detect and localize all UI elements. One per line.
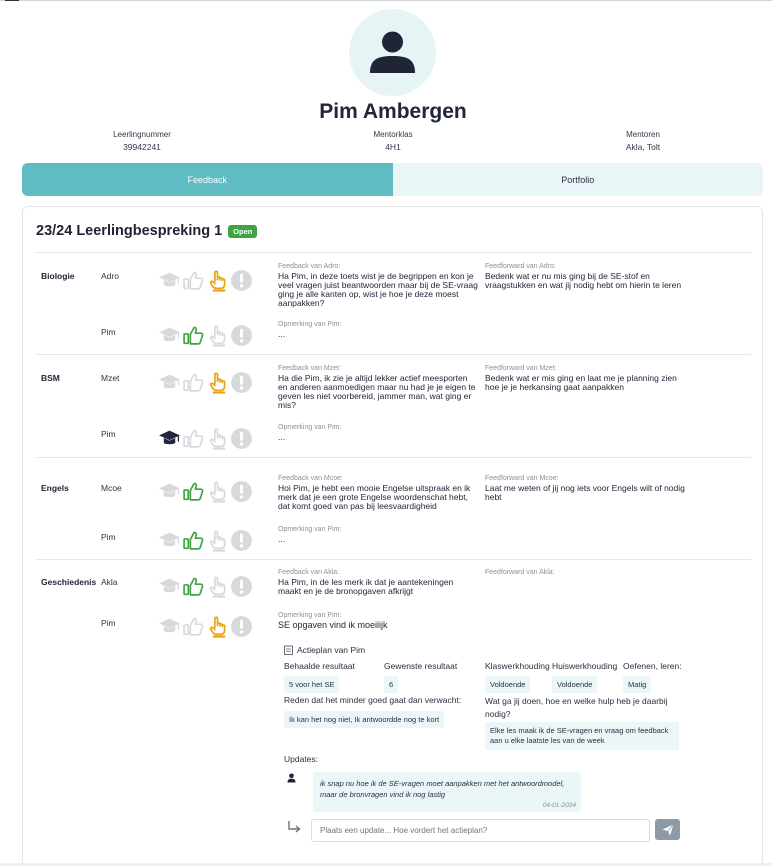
send-icon [662, 824, 674, 836]
student-number: Leerlingnummer 39942241 [113, 130, 171, 152]
tab-feedback[interactable]: Feedback [22, 163, 393, 196]
teacher-rating [158, 371, 253, 394]
user-icon [368, 27, 417, 76]
homework-attitude-label: Huiswerkhouding [552, 661, 618, 671]
exclamation-icon [230, 480, 253, 503]
subject-name: Biologie [41, 271, 75, 281]
teacher-feedback: Feedback van Akla: Ha Pim, in de les merk ik dat je aantekeningen maakt en je de bronopgaven afkrijgt [278, 569, 454, 596]
exclamation-icon [230, 529, 253, 552]
pointing-hand-icon [206, 529, 229, 552]
student-rating [158, 427, 253, 450]
thumbs-up-icon [182, 269, 205, 292]
thumbs-up-icon [182, 371, 205, 394]
student-rating [158, 529, 253, 552]
achieved-value: 5 voor het SE [284, 676, 339, 693]
divider [36, 354, 751, 355]
teacher-rating [158, 575, 253, 598]
teacher-feedforward: Feedforward van Adro: Bedenk wat er nu mis ging bij de SE-stof en vraagstukken en wat jij nodig hebt om hierin te leren [485, 263, 682, 290]
divider [36, 252, 751, 253]
teacher-rating [158, 269, 253, 292]
mentor-class: Mentorklas 4H1 [373, 130, 413, 152]
teacher-rating [158, 480, 253, 503]
update-input[interactable] [311, 819, 650, 842]
avatar [349, 9, 436, 96]
graduation-cap-icon [158, 324, 181, 347]
graduation-cap-icon [158, 427, 181, 450]
homework-attitude-value: Voldoende [552, 676, 597, 693]
subject-name: Geschiedenis [41, 577, 97, 587]
send-button[interactable] [655, 819, 680, 840]
status-badge: Open [228, 225, 257, 238]
divider [36, 457, 751, 458]
student-name: Pim Ambergen [319, 100, 467, 123]
teacher-feedback: Feedback van Adro: Ha Pim, in deze toets wist je de begrippen en kon je veel vragen juist beantwoorden maar bij de SE-vraag ging je alle kanten op, wist je hoe je deze moest aanpakken? [278, 263, 478, 308]
exclamation-icon [230, 324, 253, 347]
reason-label: Reden dat het minder goed gaat dan verwacht: [284, 695, 462, 705]
practice-value: Matig [623, 676, 651, 693]
plan-label: Wat ga jij doen, hoe en welke hulp heb je daarbij nodig? [485, 696, 668, 719]
tab-bar [22, 163, 763, 196]
teacher-feedback: Feedback van Mcoe: Hoi Pim, je hebt een mooie Engelse uitspraak en ik merk dat je een grote Engelse woordenschat hebt, dat komt goed van pas bij leesvaardigheid [278, 475, 471, 511]
subject-name: BSM [41, 373, 60, 383]
exclamation-icon [230, 615, 253, 638]
meeting-title: 23/24 Leerlingbespreking 1 [36, 223, 223, 239]
plan-value: Elke les maak ik de SE-vragen en vraag om feedback aan u elke laatste les van de week [485, 722, 679, 750]
graduation-cap-icon [158, 615, 181, 638]
pointing-hand-icon [206, 371, 229, 394]
thumbs-up-icon [182, 427, 205, 450]
thumbs-up-icon [182, 324, 205, 347]
action-plan-title: Actieplan van Pim [297, 645, 366, 655]
mentors: Mentoren Akla, Tolt [625, 130, 661, 152]
graduation-cap-icon [158, 480, 181, 503]
student-remark: Opmerking van Pim: ... [278, 321, 342, 339]
pointing-hand-icon [206, 615, 229, 638]
student-remark: Opmerking van Pim: SE opgaven vind ik moeilijk [278, 612, 388, 630]
pointing-hand-icon [206, 324, 229, 347]
exclamation-icon [230, 269, 253, 292]
desired-label: Gewenste resultaat [384, 661, 458, 671]
user-icon [287, 773, 296, 783]
student-profile-page [0, 1, 772, 863]
thumbs-up-icon [182, 480, 205, 503]
clipboard-icon [284, 645, 293, 655]
divider [36, 559, 751, 560]
exclamation-icon [230, 371, 253, 394]
thumbs-up-icon [182, 575, 205, 598]
exclamation-icon [230, 427, 253, 450]
teacher-name: Mzet [101, 373, 120, 383]
teacher-feedforward: Feedforward van Akla: [485, 569, 555, 576]
pointing-hand-icon [206, 269, 229, 292]
teacher-name: Mcoe [101, 483, 122, 493]
teacher-feedforward: Feedforward van Mcoe: Laat me weten of jij nog iets voor Engels wilt of nodig hebt [485, 475, 685, 502]
tab-portfolio[interactable]: Portfolio [561, 174, 595, 185]
thumbs-up-icon [182, 529, 205, 552]
student-remark: Opmerking van Pim: ... [278, 424, 342, 442]
graduation-cap-icon [158, 371, 181, 394]
update-text: ik snap nu hoe ik de SE-vragen moet aanpakken met het antwoordmodel, maar de bronvragen vind ik nog lastig [320, 779, 565, 799]
exclamation-icon [230, 575, 253, 598]
student-name-label: Pim [101, 618, 116, 628]
student-remark: Opmerking van Pim: ... [278, 526, 342, 544]
teacher-name: Akla [101, 577, 118, 587]
class-attitude-value: Voldoende [485, 676, 530, 693]
teacher-name: Adro [101, 271, 119, 281]
graduation-cap-icon [158, 269, 181, 292]
reason-value: Ik kan het nog niet, Ik antwoordde nog te kort [284, 711, 444, 728]
student-rating [158, 615, 253, 638]
pointing-hand-icon [206, 427, 229, 450]
student-rating [158, 324, 253, 347]
update-date: 04-01-2024 [542, 802, 576, 809]
desired-value: 6 [384, 676, 398, 693]
subject-name: Engels [41, 483, 69, 493]
update-message [313, 772, 581, 812]
updates-label: Updates: [284, 754, 319, 764]
student-name-label: Pim [101, 429, 116, 439]
teacher-feedforward: Feedforward van Mzet: Bedenk wat er mis ging en laat me je planning zien hoe je je herkansing gaat aanpakken [485, 365, 677, 392]
achieved-label: Behaalde resultaat [284, 661, 355, 671]
reply-arrow-icon [287, 820, 302, 835]
teacher-feedback: Feedback van Mzet: Ha die Pim, ik zie je altijd lekker actief meesporten en anderen aanmoedigen maar nu had je je eigen te geven les niet voorbereid, jammer man, wat ging er mis? [278, 365, 476, 410]
student-name-label: Pim [101, 327, 116, 337]
practice-label: Oefenen, leren: [623, 661, 682, 671]
pointing-hand-icon [206, 480, 229, 503]
thumbs-up-icon [182, 615, 205, 638]
pointing-hand-icon [206, 575, 229, 598]
graduation-cap-icon [158, 575, 181, 598]
student-name-label: Pim [101, 532, 116, 542]
class-attitude-label: Klaswerkhouding [485, 661, 550, 671]
graduation-cap-icon [158, 529, 181, 552]
meeting-card [22, 206, 763, 866]
